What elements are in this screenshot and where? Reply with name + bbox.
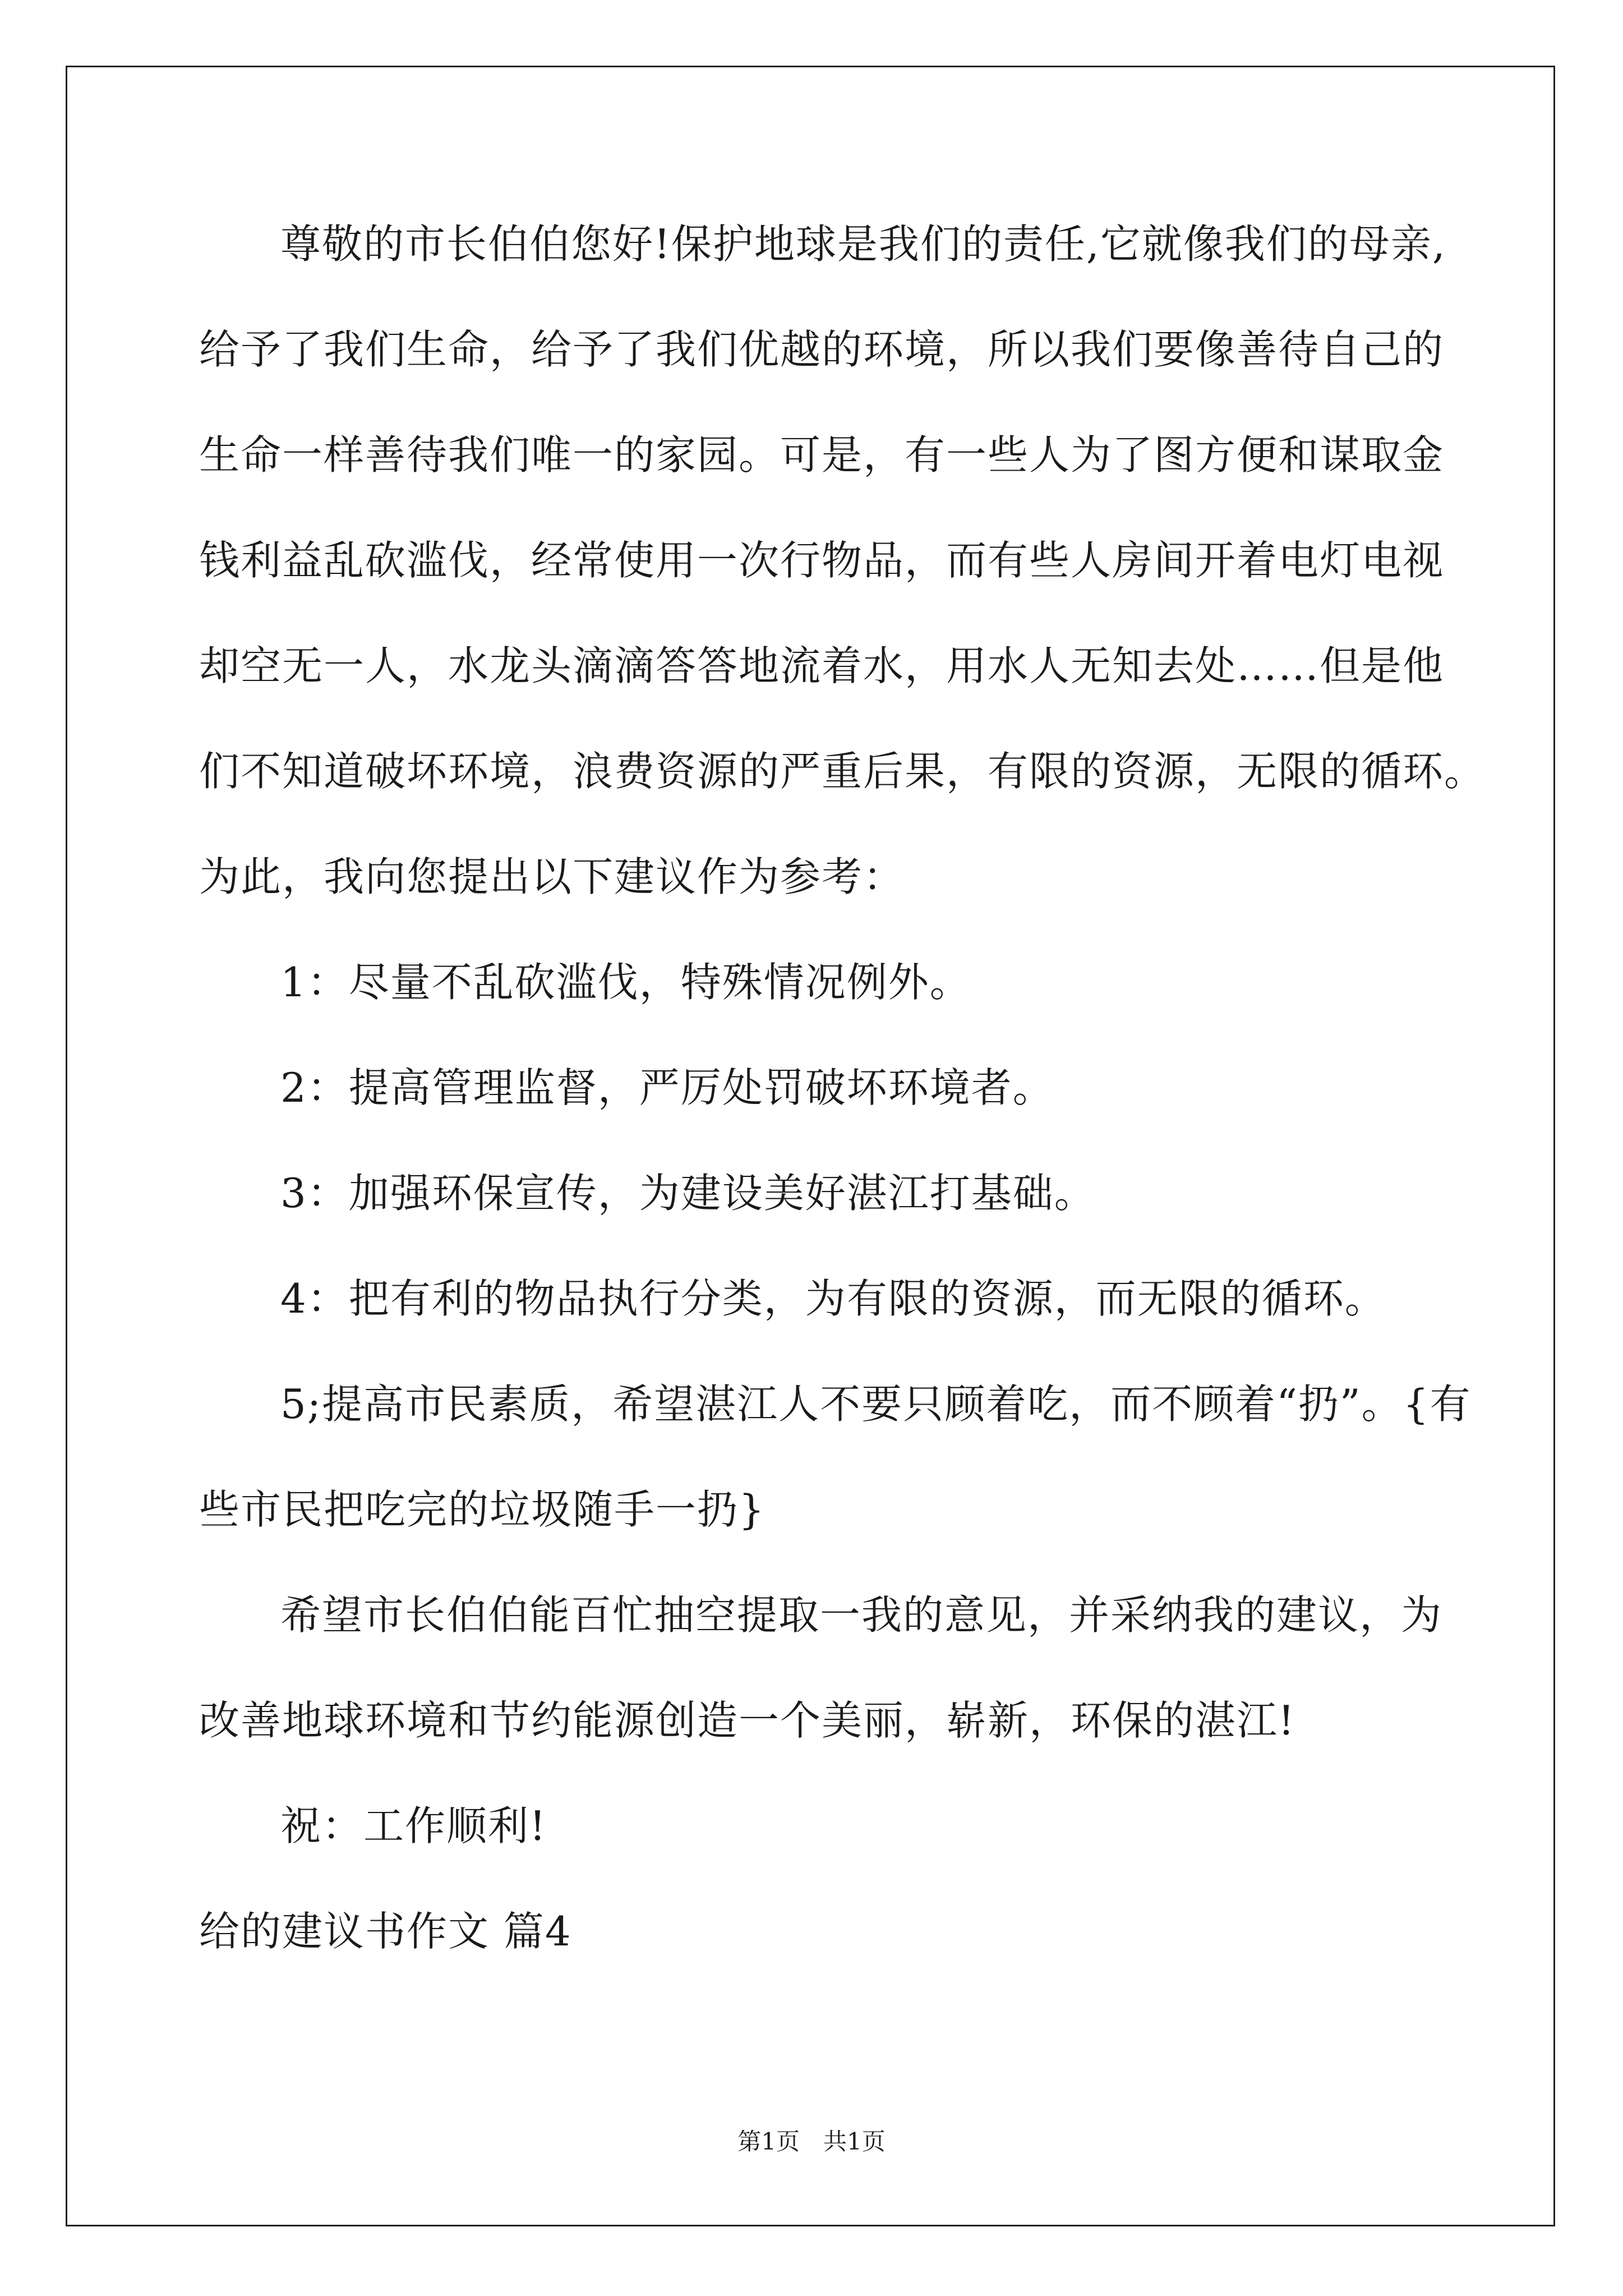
- list-item: 4：把有利的物品执行分类，为有限的资源，而无限的循环。: [280, 1275, 1386, 1322]
- page-border: [66, 66, 1555, 2226]
- section-heading: 给的建议书作文 篇4: [199, 1908, 572, 1955]
- closing-line: 祝：工作顺利!: [280, 1802, 547, 1849]
- paragraph-line: 们不知道破坏环境，浪费资源的严重后果，有限的资源，无限的循环。: [199, 748, 1486, 795]
- paragraph-line: 些市民把吃完的垃圾随手一扔}: [199, 1486, 766, 1533]
- paragraph-line: 生命一样善待我们唯一的家园。可是，有一些人为了图方便和谋取金: [199, 431, 1445, 478]
- paragraph-line: 尊敬的市长伯伯您好!保护地球是我们的责任,它就像我们的母亲,: [280, 220, 1446, 268]
- list-item: 2：提高管理监督，严厉处罚破坏环境者。: [280, 1064, 1054, 1111]
- paragraph-line: 给予了我们生命，给予了我们优越的环境，所以我们要像善待自己的: [199, 326, 1445, 373]
- list-item: 3：加强环保宣传，为建设美好湛江打基础。: [280, 1170, 1096, 1217]
- list-item: 1：尽量不乱砍滥伐，特殊情况例外。: [280, 959, 971, 1006]
- paragraph-line: 为此，我向您提出以下建议作为参考：: [199, 853, 905, 900]
- paragraph-line: 却空无一人，水龙头滴滴答答地流着水，用水人无知去处……但是他: [199, 642, 1445, 689]
- list-item: 5;提高市民素质，希望湛江人不要只顾着吃，而不顾着“扔”。{有: [280, 1381, 1472, 1428]
- paragraph-line: 钱利益乱砍滥伐，经常使用一次行物品，而有些人房间开着电灯电视: [199, 537, 1445, 584]
- page-footer: 第1页 共1页: [737, 2128, 886, 2155]
- paragraph-line: 希望市长伯伯能百忙抽空提取一我的意见，并采纳我的建议，为: [280, 1591, 1443, 1639]
- paragraph-line: 改善地球环境和节约能源创造一个美丽，崭新，环保的湛江!: [199, 1697, 1295, 1744]
